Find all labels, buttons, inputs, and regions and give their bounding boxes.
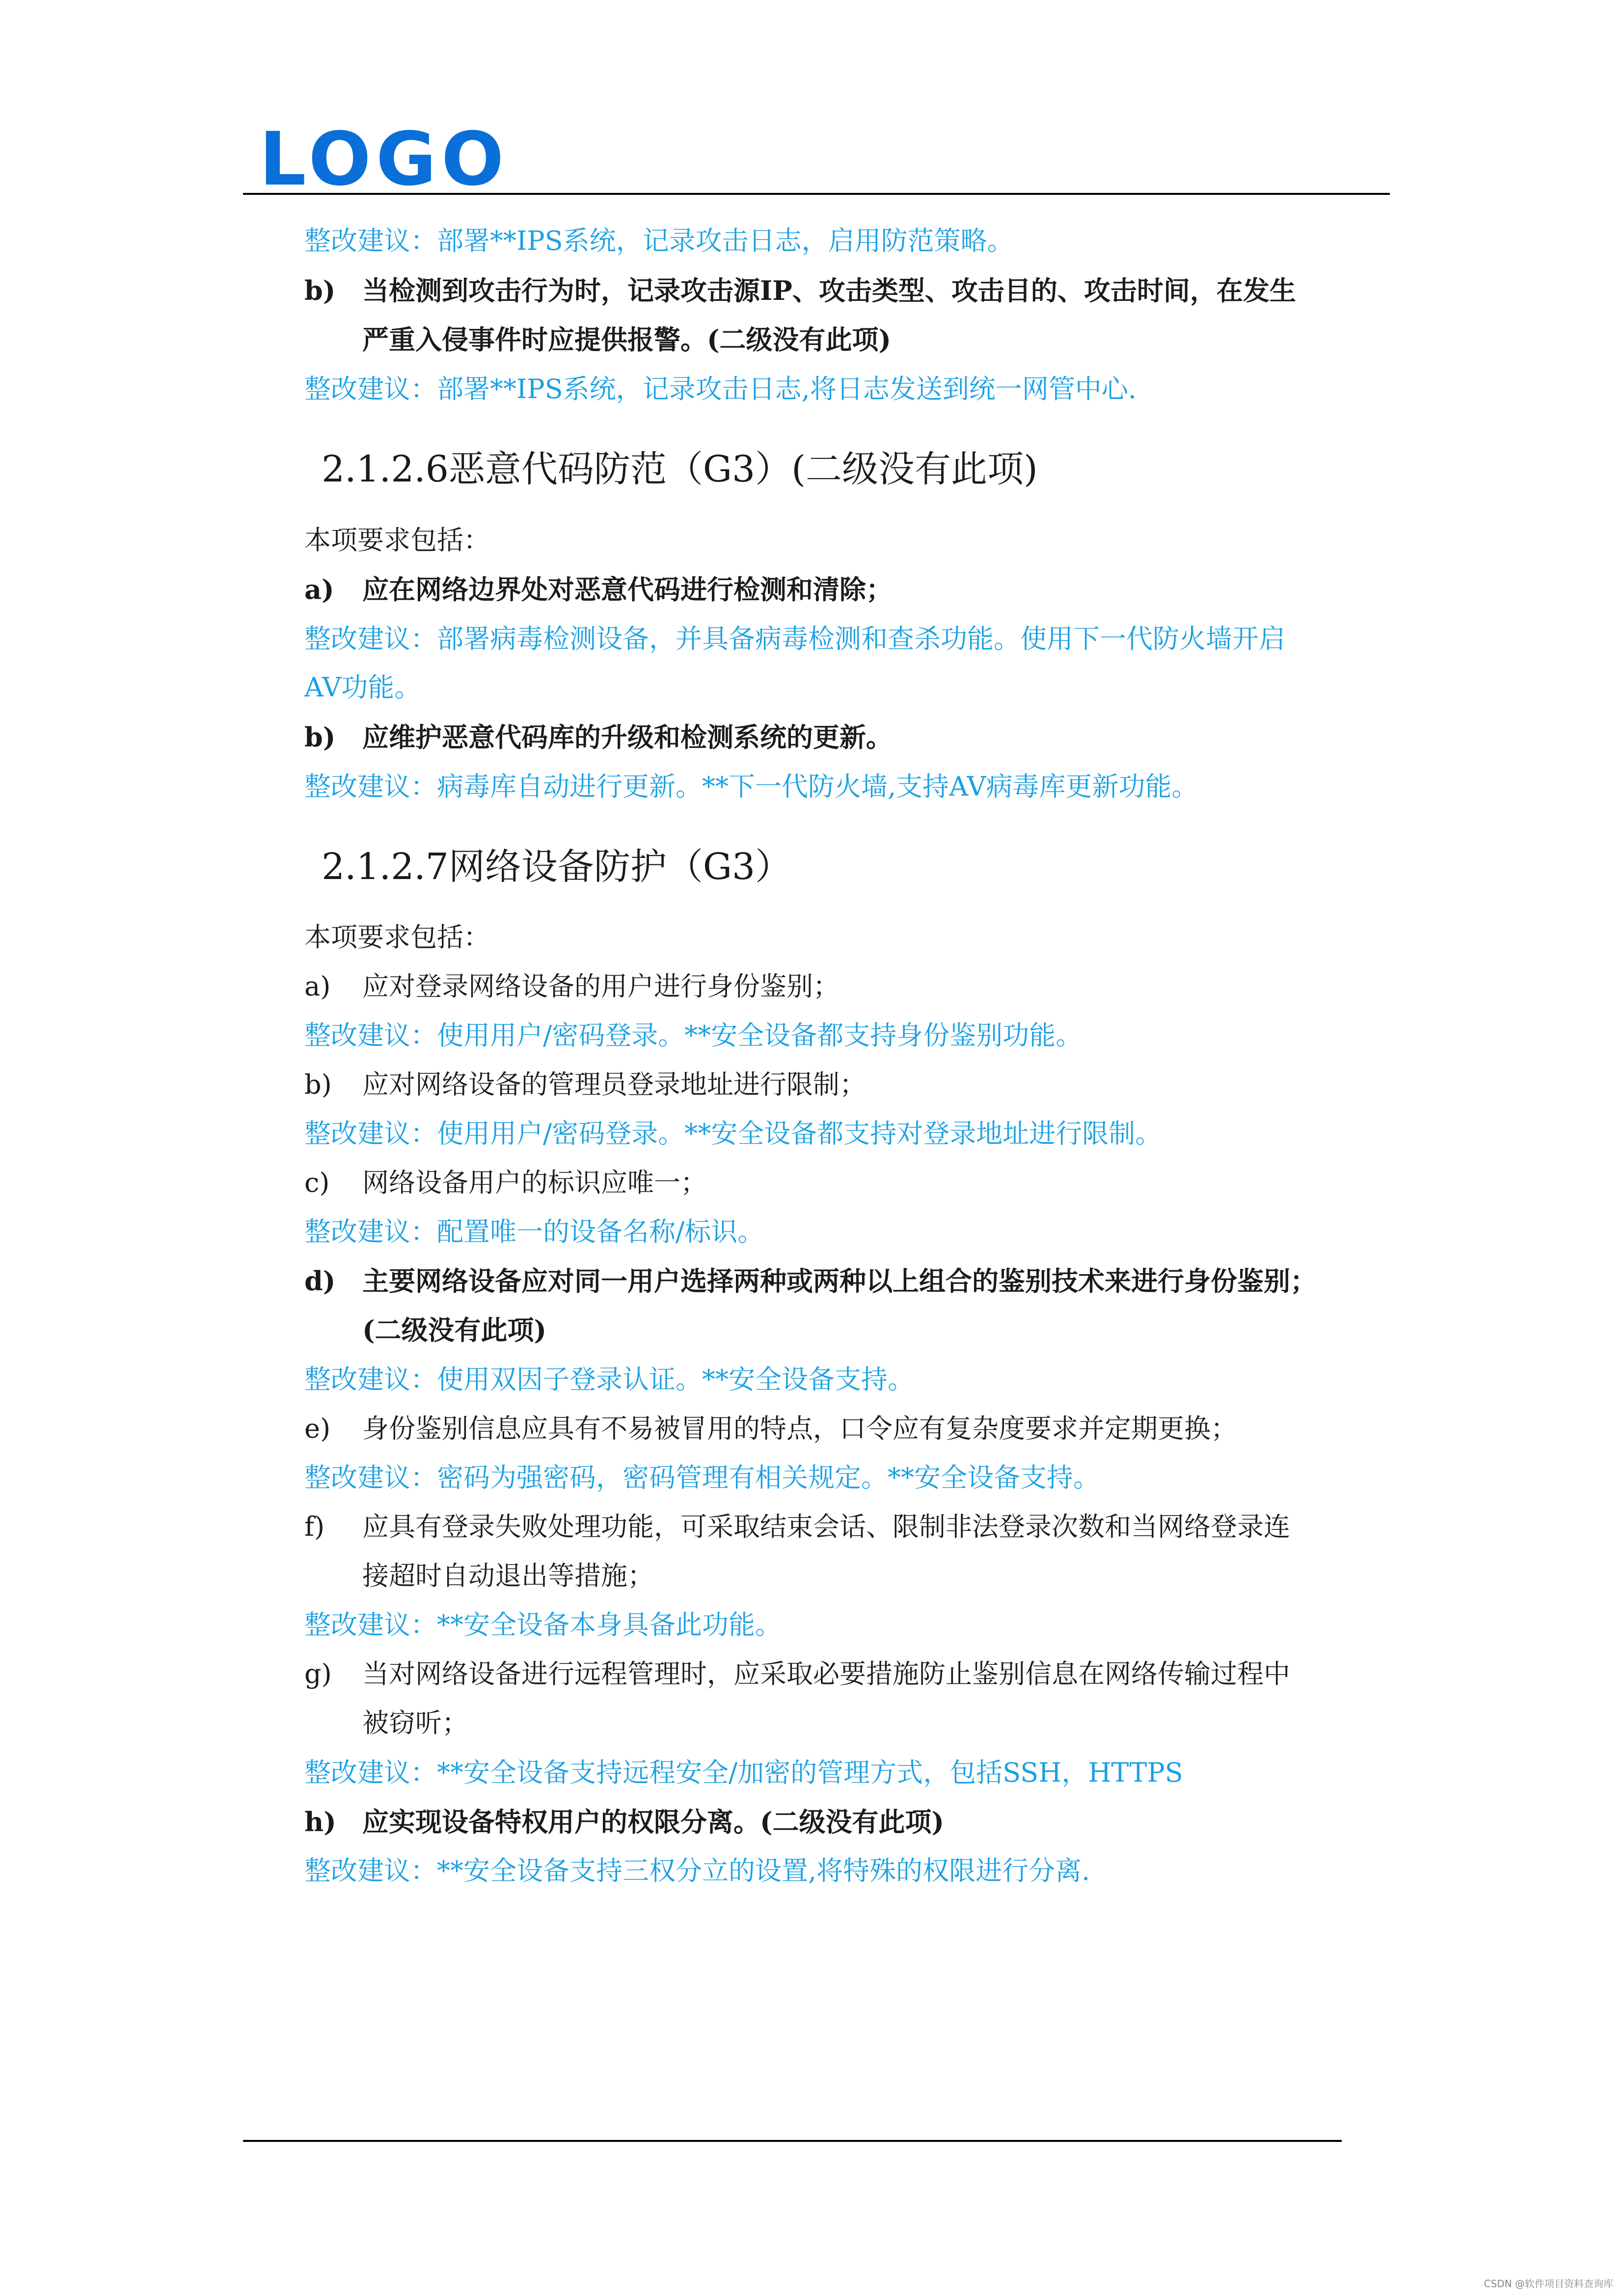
list-marker: g) [304, 1658, 332, 1689]
list-marker: f) [304, 1511, 325, 1542]
suggestion-line: 整改建议：部署病毒检测设备，并具备病毒检测和查杀功能。使用下一代防火墙开启 [304, 623, 1285, 654]
list-item-c [304, 1165, 707, 1201]
suggestion-line: 整改建议：使用用户/密码登录。**安全设备都支持身份鉴别功能。 [304, 1020, 1083, 1051]
list-text: 应实现设备特权用户的权限分离。(二级没有此项) [362, 1806, 945, 1838]
suggestion-line: 整改建议：**安全设备支持三权分立的设置,将特殊的权限进行分离. [304, 1855, 1090, 1886]
list-item-continuation: 严重入侵事件时应提供报警。(二级没有此项) [362, 324, 892, 355]
logo: LOGO [259, 117, 509, 202]
suggestion-line: 整改建议：病毒库自动进行更新。**下一代防火墙,支持AV病毒库更新功能。 [304, 771, 1198, 802]
section-heading-2-1-2-6: 2.1.2.6恶意代码防范（G3）(二级没有此项) [322, 448, 1038, 490]
header-rule [243, 193, 1390, 195]
list-marker: b) [304, 275, 336, 306]
list-item-h [304, 1804, 944, 1840]
list-item-b [304, 720, 893, 755]
suggestion-line: 整改建议：密码为强密码，密码管理有相关规定。**安全设备支持。 [304, 1462, 1100, 1493]
list-text: 应在网络边界处对恶意代码进行检测和清除； [362, 574, 893, 605]
list-text: 当对网络设备进行远程管理时，应采取必要措施防止鉴别信息在网络传输过程中 [362, 1658, 1290, 1689]
list-item-b [304, 1067, 866, 1102]
list-item-e [304, 1411, 1237, 1446]
list-text: 应具有登录失败处理功能，可采取结束会话、限制非法登录次数和当网络登录连 [362, 1511, 1290, 1542]
list-marker: b) [304, 721, 336, 753]
list-text: 网络设备用户的标识应唯一； [362, 1167, 707, 1198]
list-item-continuation: (二级没有此项) [362, 1314, 547, 1346]
section-heading-2-1-2-7: 2.1.2.7网络设备防护（G3） [322, 846, 792, 888]
list-marker: d) [304, 1265, 336, 1297]
list-item-f [304, 1509, 1290, 1545]
list-text: 应对网络设备的管理员登录地址进行限制； [362, 1069, 866, 1100]
section-intro: 本项要求包括： [304, 922, 490, 953]
list-item-a [304, 572, 893, 607]
list-item-a [304, 969, 839, 1004]
list-text: 应对登录网络设备的用户进行身份鉴别； [362, 971, 839, 1002]
list-text: 主要网络设备应对同一用户选择两种或两种以上组合的鉴别技术来进行身份鉴别； [362, 1265, 1317, 1297]
list-item-b [304, 273, 1296, 308]
suggestion-line: 整改建议：使用双因子登录认证。**安全设备支持。 [304, 1364, 914, 1395]
list-marker: b) [304, 1069, 332, 1100]
suggestion-line: 整改建议：**安全设备支持远程安全/加密的管理方式，包括SSH，HTTPS [304, 1757, 1183, 1788]
footer-rule [243, 2140, 1342, 2142]
list-marker: c) [304, 1167, 330, 1198]
section-intro: 本项要求包括： [304, 525, 490, 556]
list-marker: h) [304, 1806, 336, 1838]
watermark: CSDN @软件项目资料查询库 [1484, 2278, 1613, 2290]
list-text: 当检测到攻击行为时，记录攻击源IP、攻击类型、攻击目的、攻击时间，在发生 [362, 275, 1296, 306]
suggestion-line: 整改建议：**安全设备本身具备此功能。 [304, 1609, 782, 1640]
list-marker: e) [304, 1413, 331, 1444]
list-item-continuation: 被窃听； [362, 1708, 468, 1738]
list-marker: a) [304, 574, 334, 605]
suggestion-line: 整改建议：部署**IPS系统，记录攻击日志，启用防范策略。 [304, 225, 1014, 256]
suggestion-line: 整改建议：使用用户/密码登录。**安全设备都支持对登录地址进行限制。 [304, 1118, 1162, 1149]
list-text: 应维护恶意代码库的升级和检测系统的更新。 [362, 721, 893, 753]
list-marker: a) [304, 971, 331, 1002]
suggestion-line-continuation: AV功能。 [304, 672, 421, 703]
suggestion-line: 整改建议：部署**IPS系统，记录攻击日志,将日志发送到统一网管中心. [304, 374, 1137, 404]
list-text: 身份鉴别信息应具有不易被冒用的特点，口令应有复杂度要求并定期更换； [362, 1413, 1237, 1444]
suggestion-line: 整改建议：配置唯一的设备名称/标识。 [304, 1216, 764, 1247]
list-item-continuation: 接超时自动退出等措施； [362, 1560, 654, 1591]
list-item-d [304, 1263, 1317, 1299]
list-item-g [304, 1656, 1290, 1692]
